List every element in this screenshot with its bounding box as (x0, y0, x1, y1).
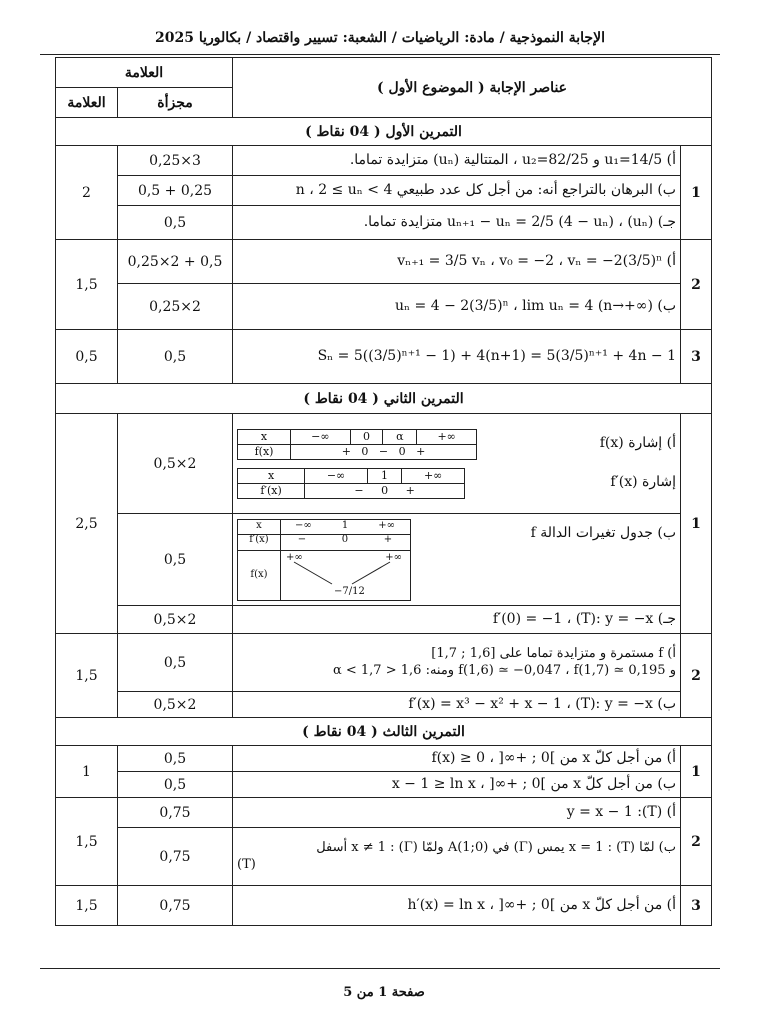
header-total: العلامة (56, 88, 118, 118)
ex3-q2a-mark: 0,75 (118, 798, 233, 828)
ex2-q1b-label: ب) جدول تغيرات الدالة f (530, 524, 676, 541)
ex1-q1b-text: ب) البرهان بالتراجع أنه: من أجل كل عدد طبيعي n ، 2 ≤ uₙ < 4 (233, 176, 681, 206)
footer-rule (40, 968, 720, 969)
ex1-q2b-mark: 0,25×2 (118, 284, 233, 330)
ex2-q1c-text: جـ) f′(0) = −1 ، (T): y = −x (233, 606, 681, 634)
answer-table (55, 57, 712, 926)
ex1-q3a-mark: 0,5 (118, 330, 233, 384)
ex3-q1b-text: ب) من أجل كلّ x من ]0 ; +∞[ ، x − 1 ≥ ln x (233, 772, 681, 798)
sign-table-fprime: x −∞ 1 +∞ f′(x) − 0 + (237, 468, 465, 499)
ex3-q2a-text: أ) (T): y = x − 1 (233, 798, 681, 828)
ex3-q3a-mark: 0,75 (118, 886, 233, 926)
ex3-q1a-mark: 0,5 (118, 746, 233, 772)
ex1-q2a-text: أ) vₙ₊₁ = 3/5 vₙ ، v₀ = −2 ، vₙ = −2(3/5)ⁿ (233, 240, 681, 284)
ex3-q1a-text: أ) من أجل كلّ x من ]0 ; +∞[ ، f(x) ≥ 0 (233, 746, 681, 772)
ex2-title: التمرين الثاني ( 04 نقاط ) (56, 384, 712, 414)
header-elements: عناصر الإجابة ( الموضوع الأول ) (233, 58, 712, 118)
ex2-q2a-mark: 0,5 (118, 634, 233, 692)
ex3-q3-total: 1,5 (56, 886, 118, 926)
ex1-q2-total: 1,5 (56, 240, 118, 330)
ex2-q2-total: 1,5 (56, 634, 118, 718)
ex2-q1a-mark: 0,5×2 (118, 414, 233, 514)
ex1-q1-num: 1 (681, 146, 712, 240)
ex1-title: التمرين الأول ( 04 نقاط ) (56, 118, 712, 146)
ex1-q1a-text: أ) u₁=14/5 و u₂=82/25 ، المتتالية (uₙ) متزايدة تماما. (233, 146, 681, 176)
ex3-q1-total: 1 (56, 746, 118, 798)
ex1-q1c-text: جـ) uₙ₊₁ − uₙ = 2/5 (4 − uₙ) ، (uₙ) متزايدة تماما. (233, 206, 681, 240)
ex3-q3a-text: أ) من أجل كلّ x من ]0 ; +∞[ ، h′(x) = ln x (233, 886, 681, 926)
ex3-q2-num: 2 (681, 798, 712, 886)
ex2-q1a-label1: أ) إشارة f(x) (599, 435, 676, 452)
ex2-q2a-line1: أ) f مستمرة و متزايدة تماما على [1,6 ; 1,7] (431, 646, 676, 662)
ex2-q2-num: 2 (681, 634, 712, 718)
ex1-q3-total: 0,5 (56, 330, 118, 384)
ex1-q3a-text: Sₙ = 5((3/5)ⁿ⁺¹ − 1) + 4(n+1) = 5(3/5)ⁿ⁺¹ + 4n − 1 (233, 330, 681, 384)
ex1-q3-num: 3 (681, 330, 712, 384)
ex3-title: التمرين الثالث ( 04 نقاط ) (56, 718, 712, 746)
ex2-q1-num: 1 (681, 414, 712, 634)
ex2-q1b-mark: 0,5 (118, 514, 233, 606)
ex3-q3-num: 3 (681, 886, 712, 926)
ex1-q1b-mark: 0,5 + 0,25 (118, 176, 233, 206)
sign-table-f: x −∞ 0 α +∞ f(x) + 0 − 0 + (237, 429, 477, 460)
header-rule (40, 54, 720, 55)
ex3-q2b-line1: ب) لمّا x = 1 : (T) يمس (Γ) في A(1;0) ولمّا x ≠ 1 : (Γ) أسفل (316, 840, 676, 856)
ex1-q2a-mark: 0,25×2 + 0,5 (118, 240, 233, 284)
ex1-q2b-text: ب) uₙ = 4 − 2(3/5)ⁿ ، lim uₙ = 4 (n→+∞) (233, 284, 681, 330)
ex2-q1c-mark: 0,5×2 (118, 606, 233, 634)
ex3-q1b-mark: 0,5 (118, 772, 233, 798)
ex1-q1a-mark: 0,25×3 (118, 146, 233, 176)
header-mark: العلامة (56, 58, 233, 88)
page-header-title: الإجابة النموذجية / مادة: الرياضيات / الشعبة: تسيير واقتصاد / بكالوريا 2025 (155, 30, 605, 46)
ex3-q2-total: 1,5 (56, 798, 118, 886)
variation-table: x −∞ 1 +∞ f′(x) − 0 + f(x) +∞ +∞ −7/12 (237, 519, 411, 601)
ex3-q2b-mark: 0,75 (118, 828, 233, 886)
ex1-q1-total: 2 (56, 146, 118, 240)
ex3-q2b-line2: (T) (237, 856, 256, 872)
ex1-q1c-mark: 0,5 (118, 206, 233, 240)
header-partial: مجزأة (118, 88, 233, 118)
ex3-q1-num: 1 (681, 746, 712, 798)
ex2-q2b-mark: 0,5×2 (118, 692, 233, 718)
ex1-q2-num: 2 (681, 240, 712, 330)
page-number: صفحة 1 من 5 (343, 985, 425, 1000)
ex2-q2b-text: ب) f′(x) = x³ − x² + x − 1 ، (T): y = −x (233, 692, 681, 718)
ex2-q1a-label2: إشارة f′(x) (610, 474, 676, 491)
variation-arrows (280, 550, 410, 600)
ex2-q2a-line2: و f(1,6) ≃ −0,047 ، f(1,7) ≃ 0,195 ومنه: 1,6 < α < 1,7 (332, 662, 676, 678)
ex2-q1-total: 2,5 (56, 414, 118, 634)
